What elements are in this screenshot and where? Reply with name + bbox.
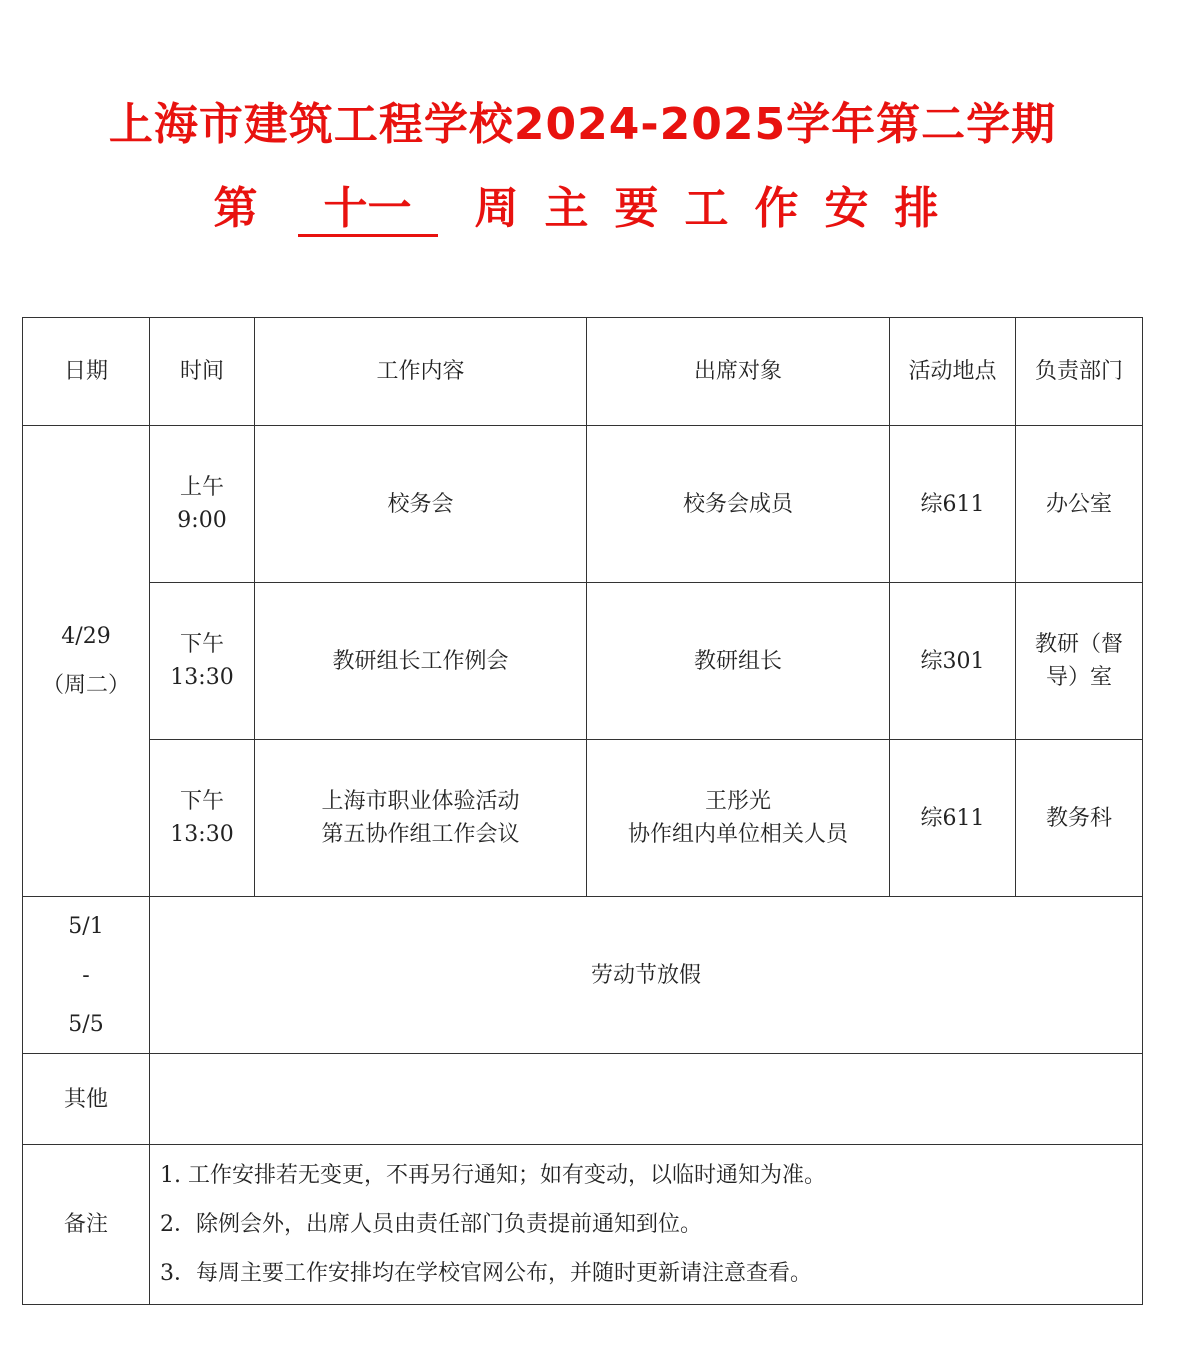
page-title: 上海市建筑工程学校2024-2025学年第二学期	[108, 99, 1057, 150]
subtitle-char: 作	[754, 183, 799, 234]
week-prefix: 第	[213, 183, 258, 234]
time: 9:00	[177, 508, 227, 533]
time-cell	[150, 740, 255, 897]
notes-row	[23, 1145, 1143, 1305]
department-line: 教研（督	[1034, 632, 1123, 657]
content-cell: 校务会	[255, 426, 587, 583]
content-cell	[255, 740, 587, 897]
week-subtitle	[0, 172, 1165, 237]
header-attendees: 出席对象	[587, 318, 890, 426]
attendees-line: 王彤光	[704, 789, 771, 814]
time-period: 下午	[179, 632, 224, 657]
attendees-cell: 教研组长	[587, 583, 890, 740]
content-line: 第五协作组工作会议	[321, 822, 520, 847]
holiday-separator: -	[82, 962, 90, 988]
other-row	[23, 1054, 1143, 1145]
date-cell	[23, 426, 150, 897]
time: 13:30	[170, 665, 234, 690]
time-period: 下午	[179, 789, 224, 814]
content-cell: 教研组长工作例会	[255, 583, 587, 740]
header-content: 工作内容	[255, 318, 587, 426]
header-date: 日期	[23, 318, 150, 426]
subtitle-char: 要	[614, 183, 659, 234]
other-label: 其他	[23, 1054, 150, 1145]
time-cell	[150, 583, 255, 740]
holiday-row	[23, 897, 1143, 1054]
subtitle-char: 安	[824, 183, 869, 234]
header-row	[23, 318, 1143, 426]
note-item: 2．除例会外，出席人员由责任部门负责提前通知到位。	[160, 1212, 702, 1237]
other-content	[150, 1054, 1143, 1145]
subtitle-char: 工	[684, 183, 729, 234]
location-cell: 综301	[890, 583, 1016, 740]
holiday-end: 5/5	[68, 1011, 104, 1037]
department-line: 导）室	[1045, 665, 1112, 690]
subtitle-char: 排	[894, 183, 939, 234]
note-item: 1. 工作安排若无变更，不再另行通知；如有变动，以临时通知为准。	[160, 1163, 826, 1188]
location-cell: 综611	[890, 740, 1016, 897]
holiday-start: 5/1	[68, 913, 104, 939]
notes-label: 备注	[23, 1145, 150, 1305]
header-time: 时间	[150, 318, 255, 426]
weekday: （周二）	[41, 673, 130, 698]
subtitle-char: 周	[474, 183, 519, 234]
department-cell: 办公室	[1016, 426, 1143, 583]
holiday-label: 劳动节放假	[150, 897, 1143, 1054]
schedule-table	[22, 317, 1143, 1305]
table-row	[23, 426, 1143, 583]
notes-content	[150, 1145, 1143, 1305]
table-row	[23, 583, 1143, 740]
attendees-cell: 校务会成员	[587, 426, 890, 583]
location-cell: 综611	[890, 426, 1016, 583]
date: 4/29	[61, 624, 111, 649]
header-location: 活动地点	[890, 318, 1016, 426]
department-cell	[1016, 583, 1143, 740]
week-number: 十一	[298, 184, 438, 237]
attendees-line: 协作组内单位相关人员	[627, 822, 848, 847]
time-period: 上午	[179, 475, 224, 500]
time: 13:30	[170, 822, 234, 847]
department-cell: 教务科	[1016, 740, 1143, 897]
table-row	[23, 740, 1143, 897]
header-department: 负责部门	[1016, 318, 1143, 426]
attendees-cell	[587, 740, 890, 897]
content-line: 上海市职业体验活动	[321, 789, 520, 814]
holiday-date-cell	[23, 897, 150, 1054]
note-item: 3．每周主要工作安排均在学校官网公布，并随时更新请注意查看。	[160, 1261, 812, 1286]
subtitle-char: 主	[544, 183, 589, 234]
time-cell	[150, 426, 255, 583]
